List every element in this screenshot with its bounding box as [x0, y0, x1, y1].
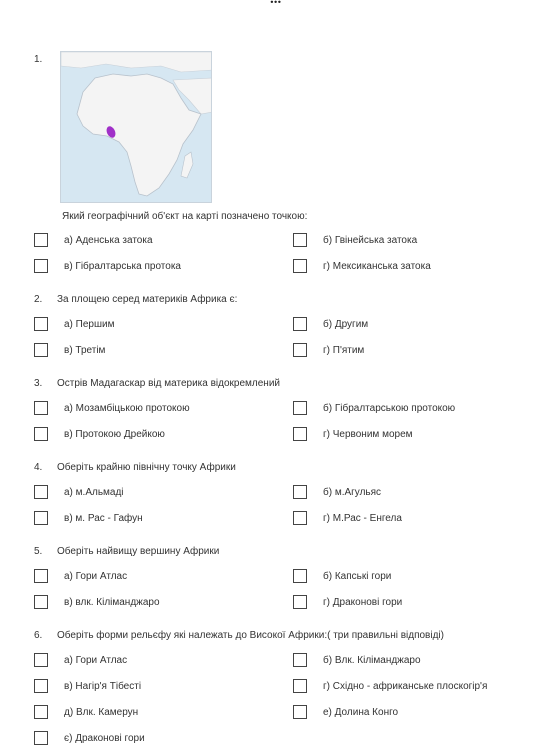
- option-label: б) Другим: [323, 318, 369, 330]
- checkbox[interactable]: [34, 343, 48, 357]
- option-label: г) Червоним морем: [323, 428, 413, 440]
- option-label: в) Третім: [64, 344, 106, 356]
- question-number: 1.: [34, 54, 43, 65]
- checkbox[interactable]: [293, 679, 307, 693]
- option-label: в) м. Рас - Гафун: [64, 512, 143, 524]
- question-text: Острів Мадагаскар від материка відокремлений: [57, 378, 280, 389]
- question-number: 3.: [34, 378, 43, 389]
- option-6a[interactable]: [34, 652, 127, 668]
- question-text: Оберіть найвищу вершину Африки: [57, 546, 220, 557]
- checkbox[interactable]: [293, 343, 307, 357]
- option-label: а) Гори Атлас: [64, 654, 128, 666]
- checkbox[interactable]: [293, 569, 307, 583]
- option-4a[interactable]: [34, 484, 124, 500]
- option-label: д) Влк. Камерун: [64, 706, 139, 718]
- option-label: г) П'ятим: [323, 344, 365, 356]
- checkbox[interactable]: [34, 705, 48, 719]
- option-3a[interactable]: [34, 400, 190, 416]
- question-text: Який географічний об'єкт на карті позначено точкою:: [62, 211, 308, 222]
- checkbox[interactable]: [293, 401, 307, 415]
- option-1d[interactable]: [293, 258, 431, 274]
- checkbox[interactable]: [34, 317, 48, 331]
- option-4d[interactable]: [293, 510, 402, 526]
- option-2a[interactable]: [34, 316, 114, 332]
- option-6c[interactable]: [34, 678, 141, 694]
- option-1c[interactable]: [34, 258, 181, 274]
- option-label: є) Драконові гори: [64, 732, 145, 744]
- checkbox[interactable]: [293, 705, 307, 719]
- question-text: Оберіть крайню північну точку Африки: [57, 462, 236, 473]
- question-number: 6.: [34, 630, 43, 641]
- option-label: в) влк. Кіліманджаро: [64, 596, 160, 608]
- question-text: Оберіть форми рельєфу які належать до Високої Африки:( три правильні відповіді): [57, 630, 444, 641]
- africa-map: [60, 51, 212, 203]
- option-3d[interactable]: [293, 426, 413, 442]
- option-label: а) Аденська затока: [64, 234, 153, 246]
- checkbox[interactable]: [34, 485, 48, 499]
- option-5d[interactable]: [293, 594, 402, 610]
- option-label: б) м.Агульяс: [323, 486, 382, 498]
- option-6f[interactable]: [293, 704, 398, 720]
- checkbox[interactable]: [34, 511, 48, 525]
- page-title-fragment: [270, 0, 281, 8]
- option-3b[interactable]: [293, 400, 455, 416]
- checkbox[interactable]: [34, 259, 48, 273]
- option-label: а) Мозамбіцькою протокою: [64, 402, 190, 414]
- option-label: б) Гібралтарською протокою: [323, 402, 456, 414]
- option-1b[interactable]: [293, 232, 417, 248]
- question-number: 4.: [34, 462, 43, 473]
- checkbox[interactable]: [293, 317, 307, 331]
- option-4c[interactable]: [34, 510, 143, 526]
- option-6e[interactable]: [34, 704, 138, 720]
- checkbox[interactable]: [293, 595, 307, 609]
- checkbox[interactable]: [34, 401, 48, 415]
- checkbox[interactable]: [34, 731, 48, 745]
- checkbox[interactable]: [293, 427, 307, 441]
- option-3c[interactable]: [34, 426, 165, 442]
- option-2d[interactable]: [293, 342, 364, 358]
- option-2c[interactable]: [34, 342, 105, 358]
- option-label: б) Капські гори: [323, 570, 392, 582]
- question-number: 2.: [34, 294, 43, 305]
- option-label: в) Нагір'я Тібесті: [64, 680, 142, 692]
- option-label: а) Першим: [64, 318, 115, 330]
- question-number: 5.: [34, 546, 43, 557]
- option-label: в) Протокою Дрейкою: [64, 428, 165, 440]
- checkbox[interactable]: [34, 427, 48, 441]
- checkbox[interactable]: [293, 259, 307, 273]
- option-6g[interactable]: [34, 730, 145, 746]
- checkbox[interactable]: [293, 653, 307, 667]
- option-label: г) Мексиканська затока: [323, 260, 431, 272]
- checkbox[interactable]: [293, 511, 307, 525]
- option-label: г) Драконові гори: [323, 596, 403, 608]
- checkbox[interactable]: [293, 485, 307, 499]
- option-label: г) М.Рас - Енгела: [323, 512, 402, 524]
- option-4b[interactable]: [293, 484, 381, 500]
- option-1a[interactable]: [34, 232, 153, 248]
- option-label: г) Східно - африканське плоскогір'я: [323, 680, 488, 692]
- option-5a[interactable]: [34, 568, 127, 584]
- option-2b[interactable]: [293, 316, 368, 332]
- option-5b[interactable]: [293, 568, 391, 584]
- checkbox[interactable]: [34, 679, 48, 693]
- option-label: а) м.Альмаді: [64, 486, 124, 498]
- option-label: в) Гібралтарська протока: [64, 260, 181, 272]
- option-5c[interactable]: [34, 594, 160, 610]
- question-text: За площею серед материків Африка є:: [57, 294, 238, 305]
- checkbox[interactable]: [293, 233, 307, 247]
- option-6b[interactable]: [293, 652, 421, 668]
- option-label: б) Влк. Кіліманджаро: [323, 654, 421, 666]
- option-label: а) Гори Атлас: [64, 570, 128, 582]
- checkbox[interactable]: [34, 569, 48, 583]
- option-label: б) Гвінейська затока: [323, 234, 418, 246]
- option-6d[interactable]: [293, 678, 487, 694]
- checkbox[interactable]: [34, 653, 48, 667]
- option-label: е) Долина Конго: [323, 706, 399, 718]
- checkbox[interactable]: [34, 233, 48, 247]
- checkbox[interactable]: [34, 595, 48, 609]
